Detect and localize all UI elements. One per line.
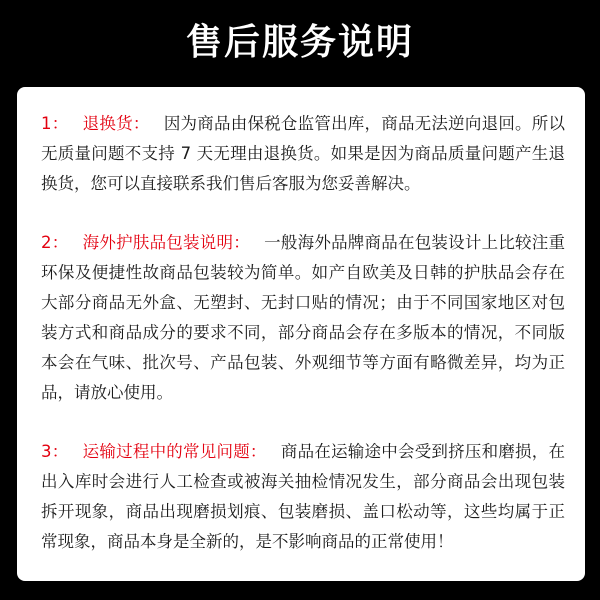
page-title: 售后服务说明 — [185, 22, 414, 63]
section-packaging — [41, 228, 565, 408]
section-body: 商品在运输途中会受到挤压和磨损，在出入库时会进行人工检查或被海关抽检情况发生，部分商品会出现包装拆开现象，商品出现磨损划痕、包装磨损、盖口松动等，这些均属于正常现象，商品本身是全新的，是不影响商品的正常使用！ — [41, 442, 566, 551]
service-info-card — [17, 87, 585, 581]
section-number: 2： — [41, 233, 69, 252]
section-body: 因为商品由保税仓监管出库，商品无法逆向退回。所以无质量问题不支持 7 天无理由退换货。如果是因为商品质量问题产生退换货，您可以直接联系我们售后客服为您妥善解决。 — [41, 114, 566, 193]
section-heading: 运输过程中的常见问题： — [82, 442, 267, 461]
section-returns — [41, 109, 565, 199]
section-number: 3： — [41, 442, 69, 461]
section-shipping — [41, 437, 565, 557]
section-heading: 海外护肤品包装说明： — [82, 233, 250, 252]
section-body: 一般海外品牌商品在包装设计上比较注重环保及便捷性故商品包装较为简单。如产自欧美及日韩的护肤品会存在大部分商品无外盒、无塑封、无封口贴的情况；由于不同国家地区对包装方式和商品成分的要求不同，部分商品会存在多版本的情况，不同版本会在气味、批次号、产品包装、外观细节等方面有略微差异，均为正品，请放心使用。 — [41, 233, 566, 402]
section-number: 1： — [41, 114, 69, 133]
section-heading: 退换货： — [82, 114, 150, 133]
